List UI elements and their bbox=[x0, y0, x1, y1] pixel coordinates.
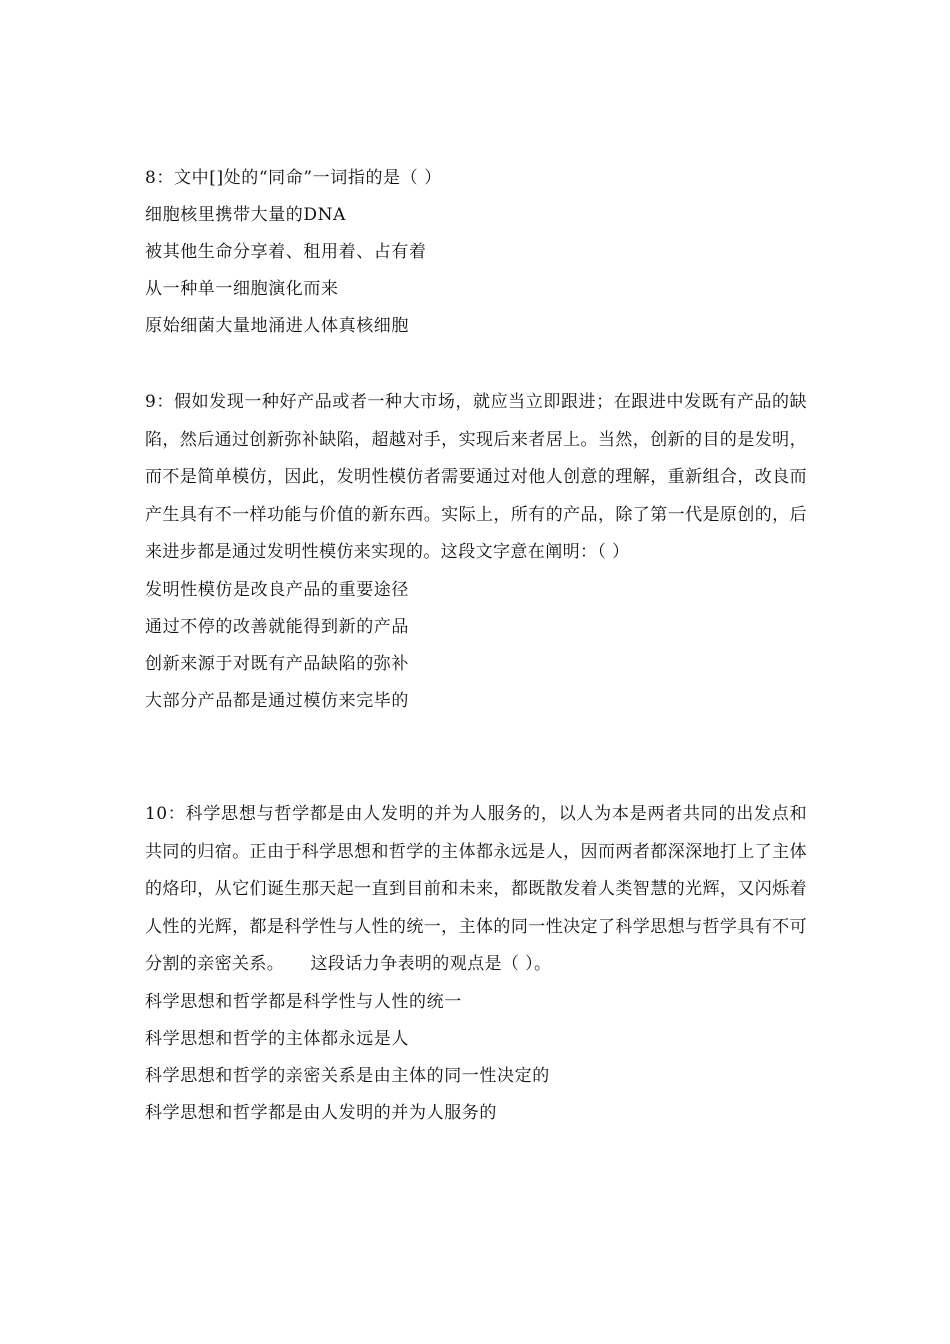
question-stem: 9：假如发现一种好产品或者一种大市场，就应当立即跟进；在跟进中发既有产品的缺陷，然后通过创新弥补缺陷，超越对手，实现后来者居上。当然，创新的目的是发明，而不是简单模仿，因此，发明性模仿者需要通过对他人创意的理解，重新组合，改良而产生具有不一样功能与价值的新东西。实际上，所有的产品，除了第一代是原创的，后来进步都是通过发明性模仿来实现的。这段文字意在阐明：（ ） bbox=[145, 392, 807, 563]
question-stem: 10：科学思想与哲学都是由人发明的并为人服务的，以人为本是两者共同的出发点和共同的归宿。正由于科学思想和哲学的主体都永远是人，因而两者都深深地打上了主体的烙印，从它们诞生那天起一直到目前和未来，都既散发着人类智慧的光辉，又闪烁着人性的光辉，都是科学性与人性的统一，主体的同一性决定了科学思想与哲学具有不可分割的亲密关系。 这段话力争表明的观点是（ ）。 bbox=[145, 804, 807, 975]
option-c: 科学思想和哲学的亲密关系是由主体的同一性决定的 bbox=[145, 1065, 550, 1086]
option-d: 大部分产品都是通过模仿来完毕的 bbox=[145, 690, 409, 711]
option-a: 细胞核里携带大量的DNA bbox=[145, 205, 346, 225]
option-c: 从一种单一细胞演化而来 bbox=[145, 279, 339, 299]
option-d: 科学思想和哲学都是由人发明的并为人服务的 bbox=[145, 1102, 497, 1123]
question-9 bbox=[145, 384, 807, 720]
option-a: 发明性模仿是改良产品的重要途径 bbox=[145, 579, 409, 600]
option-d: 原始细菌大量地涌进人体真核细胞 bbox=[145, 316, 409, 336]
question-10 bbox=[145, 796, 807, 1132]
question-stem: 8：文中[]处的“同命”一词指的是（ ） bbox=[145, 168, 442, 188]
option-b: 被其他生命分享着、租用着、占有着 bbox=[145, 242, 427, 262]
question-8 bbox=[145, 160, 807, 345]
option-a: 科学思想和哲学都是科学性与人性的统一 bbox=[145, 991, 462, 1012]
option-c: 创新来源于对既有产品缺陷的弥补 bbox=[145, 653, 409, 674]
option-b: 通过不停的改善就能得到新的产品 bbox=[145, 616, 409, 637]
option-b: 科学思想和哲学的主体都永远是人 bbox=[145, 1028, 409, 1049]
